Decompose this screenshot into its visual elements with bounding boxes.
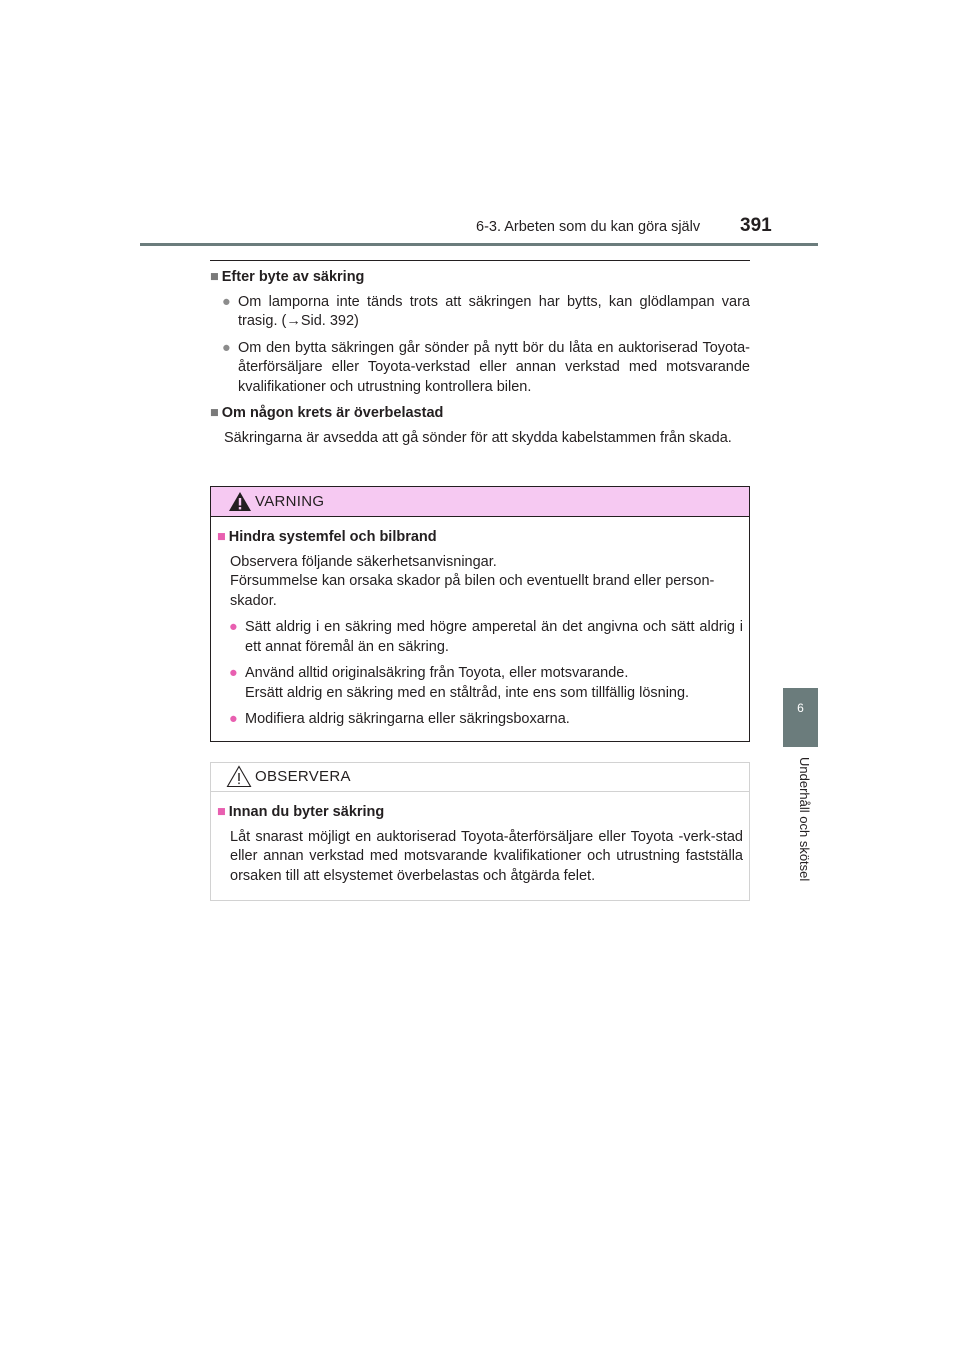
round-bullet-icon: ● bbox=[222, 339, 231, 356]
square-bullet-icon: ■ bbox=[217, 529, 226, 545]
list-item bbox=[210, 293, 750, 332]
main-content bbox=[210, 268, 750, 455]
section-heading bbox=[210, 268, 750, 288]
page-number: 391 bbox=[740, 215, 772, 236]
warning-triangle-icon bbox=[228, 491, 252, 512]
chapter-number: 6 bbox=[797, 701, 804, 715]
warning-box bbox=[210, 486, 750, 742]
chapter-title: Underhåll och skötsel bbox=[797, 757, 812, 882]
list-item-text: Använd alltid originalsäkring från Toyota, eller motsvarande. bbox=[245, 665, 629, 681]
notice-heading-text: Innan du byter säkring bbox=[228, 804, 385, 820]
warning-header bbox=[211, 487, 749, 517]
warning-intro-line: Observera följande säkerhetsanvisningar. bbox=[230, 553, 497, 570]
paragraph: Säkringarna är avsedda att gå sönder för att skydda kabelstammen från skada. bbox=[224, 429, 732, 446]
round-bullet-icon: ● bbox=[229, 619, 238, 635]
warning-intro bbox=[217, 553, 743, 612]
list-item bbox=[217, 710, 743, 730]
section-heading bbox=[210, 404, 750, 424]
notice-triangle-icon bbox=[226, 765, 252, 788]
round-bullet-icon: ● bbox=[222, 293, 231, 310]
square-bullet-icon: ■ bbox=[217, 804, 226, 820]
list-item-text: Ersätt aldrig en säkring med en ståltråd, inte ens som tillfällig lösning. bbox=[245, 684, 690, 701]
notice-box bbox=[210, 762, 750, 901]
list-item-text: Om den bytta säkringen går sönder på nytt bör du låta en auktoriserad Toyota-återförsäljare eller Toyota-verkstad eller annan verkstad med motsvarande kvalifikationer och utrustning kontrollera bilen. bbox=[238, 339, 750, 395]
section-title: 6-3. Arbeten som du kan göra själv bbox=[476, 219, 701, 235]
warning-label: VARNING bbox=[255, 493, 325, 510]
square-bullet-icon: ■ bbox=[210, 405, 219, 421]
header-rule bbox=[140, 243, 818, 246]
list-item bbox=[217, 664, 743, 703]
chapter-tab bbox=[783, 688, 818, 747]
notice-label: OBSERVERA bbox=[255, 768, 351, 785]
section-heading-text: Efter byte av säkring bbox=[221, 269, 365, 285]
notice-text: Låt snarast möjligt en auktoriserad Toyota-återförsäljare eller Toyota -verk-stad eller annan verkstad med motsvarande kvalifikationer och utrustning fastställa orsaken till att elsystemet överbelastas och åtgärda felet. bbox=[230, 828, 743, 884]
content-rule bbox=[210, 260, 750, 261]
notice-heading bbox=[217, 803, 743, 823]
warning-body bbox=[211, 517, 749, 730]
warning-heading bbox=[217, 528, 743, 548]
warning-intro-line: Försummelse kan orsaka skador på bilen och eventuellt brand eller person-skador. bbox=[230, 573, 715, 609]
warning-heading-text: Hindra systemfel och bilbrand bbox=[228, 529, 437, 545]
list-item-text: Modifiera aldrig säkringarna eller säkringsboxarna. bbox=[245, 711, 570, 727]
section-heading-text: Om någon krets är överbelastad bbox=[221, 405, 444, 421]
list-item-text: Sätt aldrig i en säkring med högre amperetal än det angivna och sätt aldrig i ett annat föremål än en säkring. bbox=[245, 619, 743, 655]
round-bullet-icon: ● bbox=[229, 711, 238, 727]
notice-header bbox=[211, 763, 749, 792]
list-item bbox=[210, 339, 750, 398]
notice-body bbox=[211, 792, 749, 886]
list-item bbox=[217, 618, 743, 657]
list-item-text: Om lamporna inte tänds trots att säkringen har bytts, kan glödlampan vara trasig. (→Sid. 392) bbox=[238, 293, 750, 329]
round-bullet-icon: ● bbox=[229, 665, 238, 681]
square-bullet-icon: ■ bbox=[210, 269, 219, 285]
